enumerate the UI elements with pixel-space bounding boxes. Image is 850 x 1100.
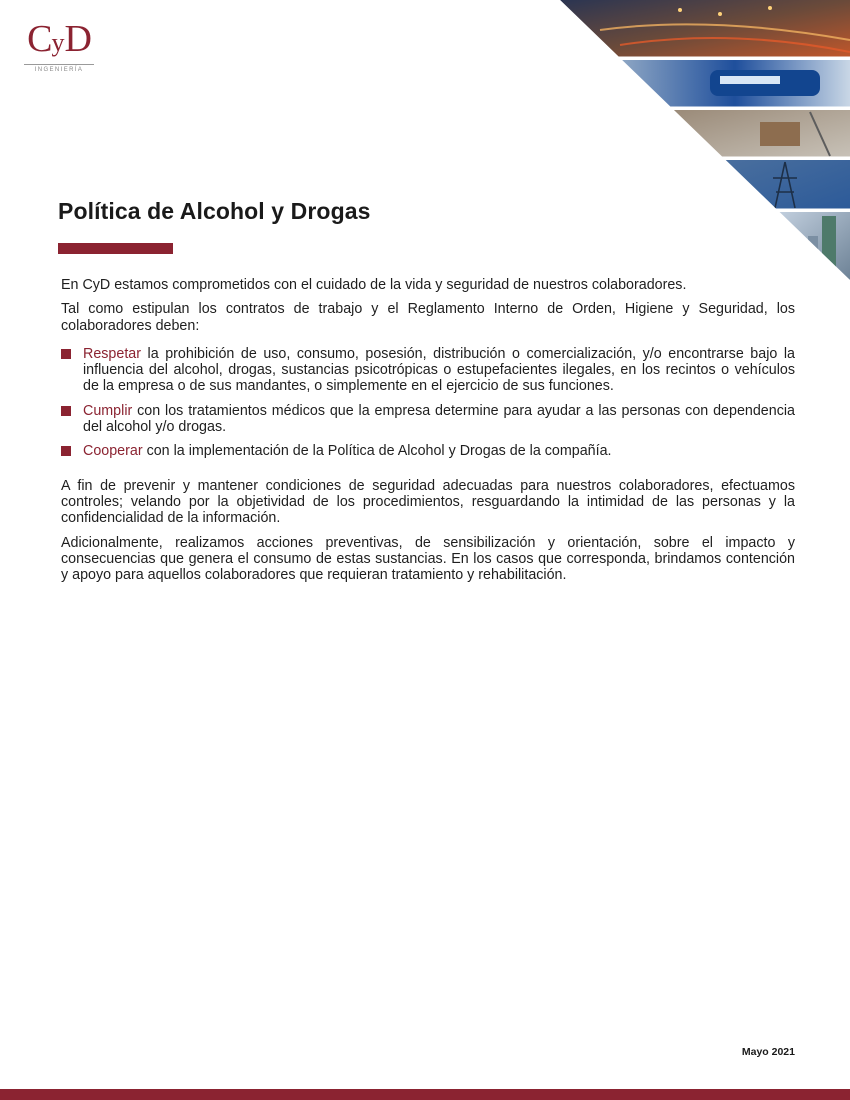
prevention-paragraph: Adicionalmente, realizamos acciones preventivas, de sensibilización y orientación, sobre el impacto y consecuencias que genera el consumo de estas sustancias. En los casos que corresponda, brindamos contención y apoyo para aquellos colaboradores que requieran tratamiento y rehabilitación. — [61, 534, 795, 584]
document-date: Mayo 2021 — [741, 1046, 795, 1058]
list-item — [61, 443, 795, 459]
footer-bar — [0, 1089, 850, 1100]
logo-subtitle: INGENIERÍA — [24, 64, 94, 73]
lead-paragraph: Tal como estipulan los contratos de trabajo y el Reglamento Interno de Orden, Higiene y Seguridad, los colaboradores deben: — [61, 301, 795, 334]
bullet-keyword: Cooperar — [83, 443, 143, 460]
controls-paragraph: A fin de prevenir y mantener condiciones de seguridad adecuadas para nuestros colaboradores, efectuamos controles; velando por la objetividad de los procedimientos, resguardando la intimidad de las personas y la confidencialidad de la información. — [61, 477, 795, 527]
logo-wordmark: CyD — [27, 18, 91, 60]
bullet-square-icon — [61, 349, 71, 359]
bullet-text: con la implementación de la Política de Alcohol y Drogas de la compañía. — [142, 443, 612, 460]
bullet-keyword: Respetar — [83, 345, 142, 362]
bullet-text: la prohibición de uso, consumo, posesión, distribución o comercialización, y/o encontrarse bajo la influencia del alcohol, drogas, sustancias psicotrópicas o estupefacientes ilegales, en los recintos o vehículos de la empresa o de sus mandantes, o simplemente en el ejercicio de sus funciones. — [83, 345, 795, 395]
bullet-text: con los tratamientos médicos que la empresa determine para ayudar a las personas con dependencia del alcohol y/o drogas. — [83, 402, 795, 436]
list-item — [61, 346, 795, 395]
intro-paragraph: En CyD estamos comprometidos con el cuidado de la vida y seguridad de nuestros colaboradores. — [61, 277, 687, 293]
page-title: Política de Alcohol y Drogas — [58, 198, 371, 224]
policy-body — [61, 277, 795, 591]
header-photo-collage — [560, 0, 850, 280]
obligations-list — [61, 346, 795, 460]
bullet-keyword: Cumplir — [83, 402, 133, 419]
bullet-square-icon — [61, 446, 71, 456]
list-item — [61, 403, 795, 436]
company-logo — [24, 20, 94, 72]
bullet-square-icon — [61, 406, 71, 416]
title-underline-bar — [58, 243, 173, 254]
